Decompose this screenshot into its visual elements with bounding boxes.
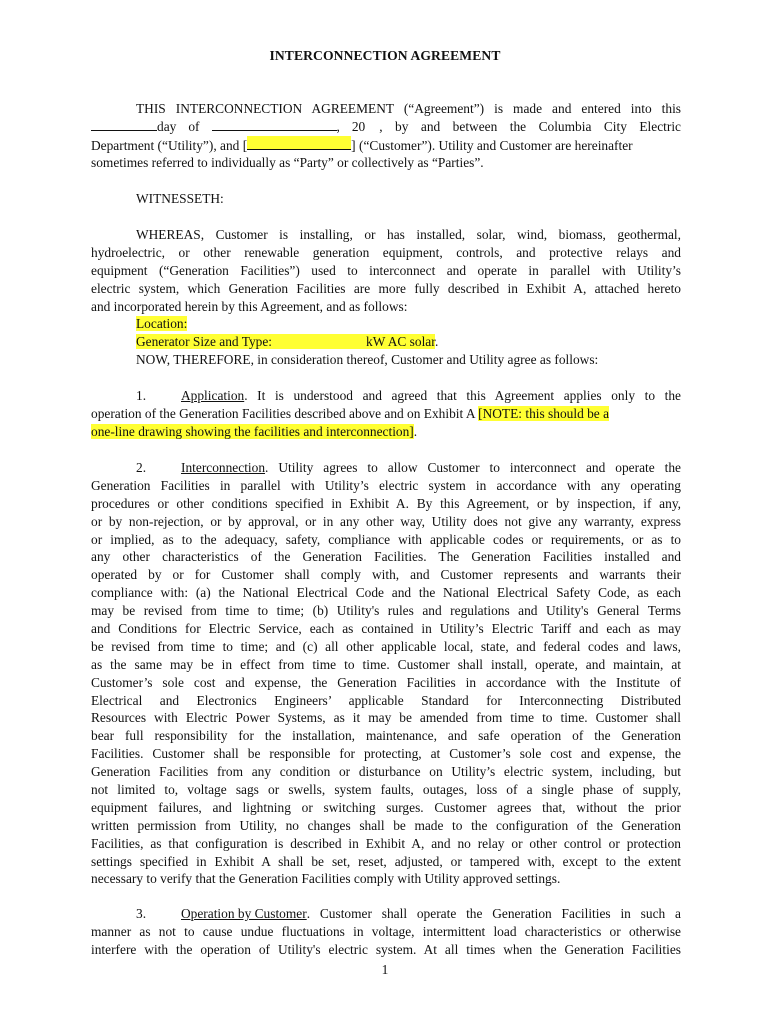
- section-2-line: compliance with: (a) the National Electrical Code and the National Electrical Safety Code, as each: [91, 585, 681, 601]
- text-fragment: day: [157, 118, 177, 134]
- section-2-line: [91, 459, 681, 477]
- whereas-line: equipment (“Generation Facilities”) used to interconnect and operate in parallel with Utility’s: [91, 262, 681, 278]
- section-2-line: be revised from time to time; and (c) all other applicable local, state, and federal codes and laws,: [91, 638, 681, 654]
- generator-label: [136, 334, 435, 349]
- text-fragment: 20: [351, 118, 366, 134]
- section-1-line: [91, 387, 681, 405]
- section-2-line: settings specified in Exhibit A shall be set, reset, adjusted, or tampered with, except to the extent: [91, 853, 681, 869]
- text-fragment: .: [413, 423, 418, 439]
- section-2-line: bear full responsibility for the installation, maintenance, and safe operation of the Generation: [91, 728, 681, 744]
- section-2-line: not limited to, voltage sags or swells, system faults, outages, loss of a single phase of supply,: [91, 782, 681, 798]
- section-2-line: Resources with Electric Power Systems, as it may be amended from time to time. Customer shall: [91, 710, 681, 726]
- section-2-line: necessary to verify that the Generation Facilities comply with Utility approved settings.: [91, 871, 561, 887]
- section-1-line: [91, 405, 681, 423]
- section-2: [91, 459, 681, 888]
- section-2-line: operated by or for Customer shall comply with, and Customer represents and warrants their: [91, 567, 681, 583]
- text-fragment: operation of the Generation Facilities described above and on Exhibit A: [91, 405, 475, 421]
- note-highlight: one-line drawing showing the facilities and interconnection]: [91, 423, 414, 439]
- section-1: [91, 387, 681, 441]
- section-3-line: interfere with the operation of Utility's electric system. At all times when the Generation Facilities: [91, 941, 681, 957]
- section-2-line: procedures or other conditions specified in Exhibit A. By this Agreement, or by inspection, if any,: [91, 495, 681, 511]
- section-2-line: Generation Facilities from any condition or disturbance on Utility’s electric system, including, but: [91, 764, 681, 780]
- section-2-line: any other characteristics of the Generation Facilities. The Generation Facilities installed and: [91, 549, 681, 565]
- text-fragment: Generator Size and Type:: [136, 334, 273, 350]
- intro-line: THIS INTERCONNECTION AGREEMENT (“Agreement”) is made and entered into this: [136, 101, 681, 116]
- text-fragment: ,: [336, 118, 340, 134]
- text-fragment: of: [188, 118, 200, 134]
- page-number: 1: [381, 962, 389, 977]
- section-number: 1.: [136, 388, 147, 403]
- section-3-line: [91, 905, 681, 923]
- whereas-line: WHEREAS, Customer is installing, or has installed, solar, wind, biomass, geothermal,: [136, 227, 681, 242]
- section-2-line: Customer’s sole cost and expense, the Generation Facilities in accordance with the Institute of: [91, 674, 681, 690]
- section-3: [91, 905, 681, 959]
- section-heading: Application: [181, 388, 245, 403]
- text-fragment: . It is understood and agreed that this Agreement applies only to the: [244, 388, 681, 403]
- intro-paragraph: [91, 100, 681, 172]
- section-2-line: written permission from Utility, no changes shall be made to the configuration of the Generation: [91, 817, 681, 833]
- section-heading: Operation by Customer: [181, 906, 307, 921]
- section-2-line: and Conditions for Electric Service, each as contained in Utility’s Electric Tariff and each as may: [91, 621, 681, 637]
- section-2-line: Facilities. Customer shall be responsible for protecting, at Customer’s sole cost and expense, the: [91, 746, 681, 762]
- whereas-line: and incorporated herein by this Agreement, and as follows:: [91, 298, 408, 314]
- whereas-line: electric system, which Generation Facilities are more fully described in Exhibit A, attached hereto: [91, 280, 681, 296]
- customer-name-blank[interactable]: [247, 136, 351, 150]
- text-fragment: ] (“Customer”). Utility and Customer are hereinafter: [351, 137, 633, 153]
- location-line: [91, 315, 681, 333]
- section-2-line: may be revised from time to time; (b) Utility's rules and regulations and Utility's General Terms: [91, 603, 681, 619]
- now-therefore-line: NOW, THEREFORE, in consideration thereof, Customer and Utility agree as follows:: [136, 352, 599, 368]
- document-title: INTERCONNECTION AGREEMENT: [269, 48, 501, 63]
- section-heading: Interconnection: [181, 460, 266, 475]
- location-label: Location:: [136, 316, 188, 332]
- section-2-line: Generation Facilities in parallel with Utility’s electric system in accordance with any operating: [91, 477, 681, 493]
- section-1-line: [91, 423, 681, 441]
- whereas-paragraph: [91, 226, 681, 369]
- day-blank[interactable]: [91, 118, 157, 131]
- text-fragment: , by and between the Columbia City Electric: [379, 118, 681, 134]
- section-2-line: equipment failures, and lightning or switching surges. Customer agrees that, without the prior: [91, 799, 681, 815]
- section-2-line: or implied, as to the adequacy, safety, compliance with applicable codes or requirements, or as to: [91, 531, 681, 547]
- section-2-line: as the same may be in effect from time to time. Customer shall install, operate, and maintain, at: [91, 656, 681, 672]
- month-blank[interactable]: [212, 118, 337, 131]
- section-2-line: or by non-rejection, or by approval, or in any other way, Utility does not give any warranty, express: [91, 513, 681, 529]
- witnesseth-text: WITNESSETH:: [136, 191, 224, 206]
- whereas-line: hydroelectric, or other renewable generation equipment, controls, and protective relays and: [91, 244, 681, 260]
- text-fragment: Department (“Utility”), and [: [91, 137, 248, 153]
- witnesseth-heading: [91, 190, 681, 208]
- section-number: 2.: [136, 460, 147, 475]
- section-number: 3.: [136, 906, 147, 921]
- section-3-line: manner as not to cause undue fluctuations in voltage, intermittent load characteristics or otherwise: [91, 923, 681, 939]
- text-fragment: kW AC solar: [366, 334, 435, 350]
- text-fragment: .: [434, 334, 439, 350]
- intro-line: sometimes referred to individually as “Party” or collectively as “Parties”.: [91, 154, 484, 170]
- note-highlight: [NOTE: this should be a: [478, 405, 610, 421]
- intro-line: [91, 136, 681, 154]
- section-2-line: Electrical and Electronics Engineers’ applicable Standard for Interconnecting Distributed: [91, 692, 681, 708]
- text-fragment: . Customer shall operate the Generation Facilities in such a: [306, 906, 681, 921]
- generator-line: [91, 333, 681, 351]
- intro-line: [91, 118, 681, 136]
- section-2-line: Facilities, as that configuration is described in Exhibit A, and no relay or other control or protection: [91, 835, 681, 851]
- text-fragment: . Utility agrees to allow Customer to interconnect and operate the: [265, 460, 681, 475]
